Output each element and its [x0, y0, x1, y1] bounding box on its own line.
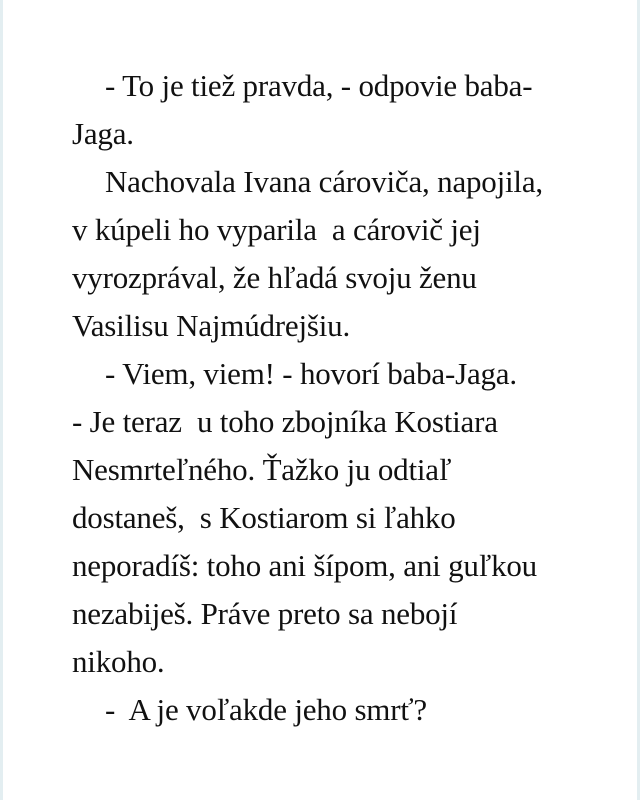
text-line: vyrozprával, že hľadá svoju ženu: [72, 260, 477, 295]
text-line: Jaga.: [72, 116, 134, 151]
story-text: [72, 62, 572, 734]
text-line: v kúpeli ho vyparila a cárovič jej: [72, 212, 481, 247]
text-line: - Je teraz u toho zbojníka Kostiara: [72, 404, 498, 439]
page-edge-left: [0, 0, 3, 800]
text-line: Nesmrteľného. Ťažko ju odtiaľ: [72, 452, 452, 487]
text-line: - A je voľakde jeho smrť?: [105, 692, 427, 727]
text-line: - Viem, viem! - hovorí baba-Jaga.: [105, 356, 517, 391]
text-line: dostaneš, s Kostiarom si ľahko: [72, 500, 456, 535]
text-line: Vasilisu Najmúdrejšiu.: [72, 308, 351, 343]
text-line: nikoho.: [72, 644, 165, 679]
text-line: - To je tiež pravda, - odpovie baba-: [105, 68, 533, 103]
text-line: Nachovala Ivana cároviča, napojila,: [105, 164, 543, 199]
text-line: nezabiješ. Práve preto sa nebojí: [72, 596, 458, 631]
text-line: neporadíš: toho ani šípom, ani guľkou: [72, 548, 537, 583]
